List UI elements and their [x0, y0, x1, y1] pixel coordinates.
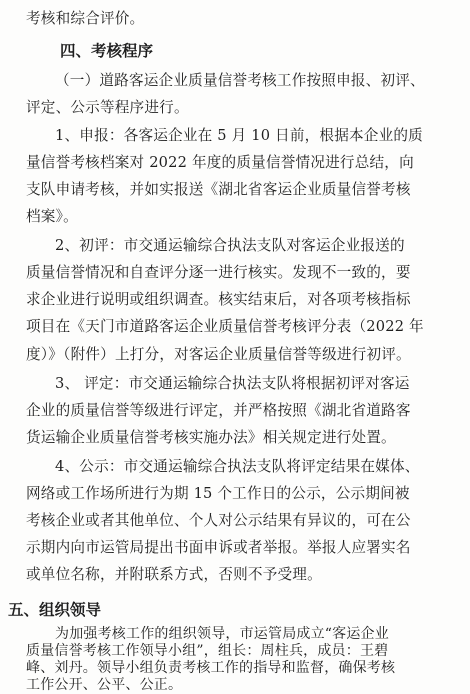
- text-line: 量信誉考核档案对 2022 年度的质量信誉情况进行总结，向: [26, 154, 414, 171]
- text-line: 示期内向市运管局提出书面申诉或者举报。举报人应署实名: [26, 539, 411, 556]
- text-line: 评定、公示等程序进行。: [26, 99, 189, 116]
- section-heading-procedure: 四、考核程序: [60, 42, 154, 60]
- text-line: 支队申请考核，并如实报送《湖北省客运企业质量信誉考核: [26, 181, 411, 198]
- text-line: 企业的质量信誉等级进行评定，并严格按照《湖北省道路客: [26, 402, 411, 419]
- text-line: 为加强考核工作的组织领导，市运管局成立“客运企业: [55, 626, 389, 642]
- text-line: 2、初评：市交通运输综合执法支队对客运企业报送的: [55, 237, 405, 254]
- text-line: 或单位名称，并附联系方式，否则不予受理。: [26, 566, 322, 583]
- text-line: 1、申报：各客运企业在 5 月 10 日前，根据本企业的质: [55, 127, 423, 144]
- text-line: 度）》（附件）上打分，对客运企业质量信誉等级进行初评。: [26, 346, 411, 363]
- text-line: 质量信誉情况和自查评分逐一进行核实。发现不一致的，要: [26, 264, 411, 281]
- text-line: 求企业进行说明或组织调查。核实结束后，对各项考核指标: [26, 291, 411, 308]
- text-line: 质量信誉考核工作领导小组”，组长：周柱兵，成员：王碧: [26, 643, 389, 659]
- text-line: 项目在《天门市道路客运企业质量信誉考核评分表（2022 年: [26, 318, 424, 335]
- text-line: 工作公开、公平、公正。: [26, 677, 183, 693]
- text-line: 3、 评定：市交通运输综合执法支队将根据初评对客运: [55, 375, 410, 392]
- text-line: （一）道路客运企业质量信誉考核工作按照申报、初评、: [55, 72, 425, 89]
- text-line: 考核企业或者其他单位、个人对公示结果有异议的，可在公: [26, 512, 411, 529]
- text-line: 考核和综合评价。: [26, 10, 145, 27]
- section-heading-leadership: 五、组织领导: [8, 601, 102, 619]
- text-line: 货运输企业质量信誉考核实施办法》相关规定进行处置。: [26, 429, 396, 446]
- text-line: 4、公示：市交通运输综合执法支队将评定结果在媒体、: [55, 458, 420, 475]
- text-line: 档案》。: [26, 208, 78, 225]
- text-line: 峰、刘丹。领导小组负责考核工作的指导和监督，确保考核: [26, 660, 396, 676]
- text-line: 网络或工作场所进行为期 15 个工作日的公示，公示期间被: [26, 485, 410, 502]
